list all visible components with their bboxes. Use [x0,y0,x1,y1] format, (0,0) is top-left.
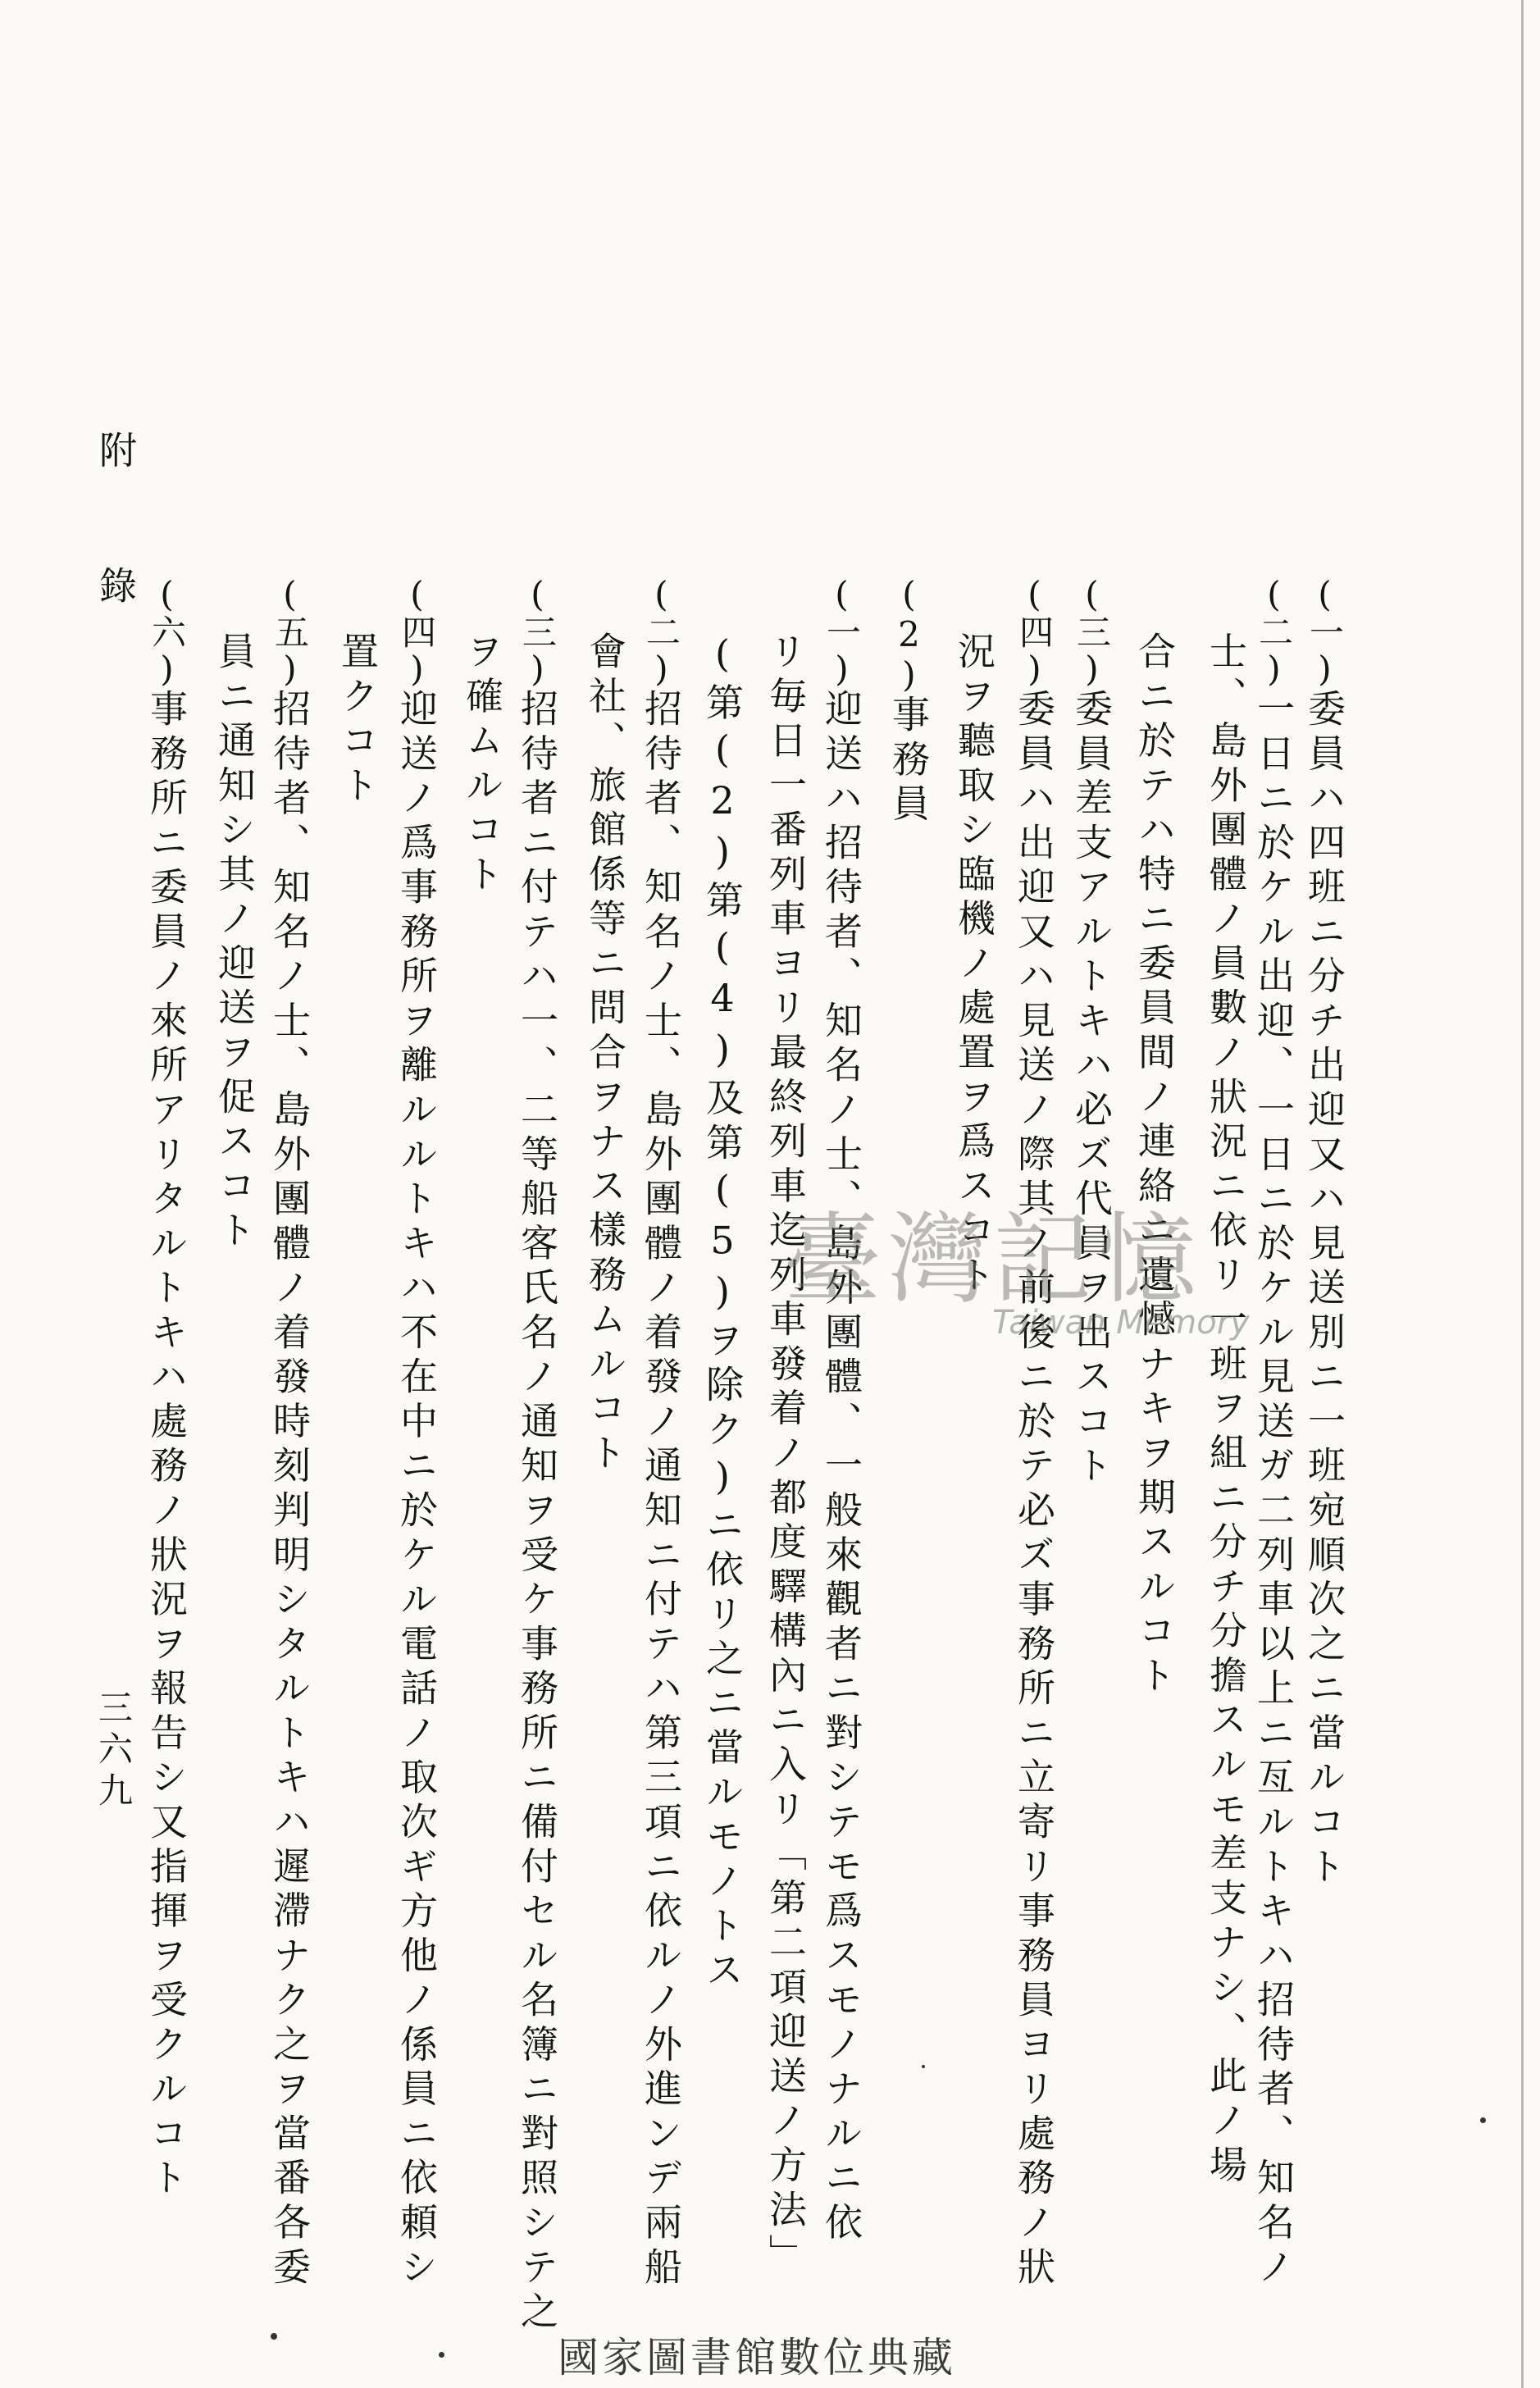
column-text: 委員ハ出迎又ハ見送ノ際其ノ前後ニ於テ必ズ事務所ニ立寄リ事務員ヨリ處務ノ狀 [1012,689,1056,2292]
text-column-1 [1302,574,1346,1891]
column-text: 士、島外團體ノ員數ノ狀況ニ依リ一班ヲ組ニ分チ分擔スルモ差支ナシ、此ノ場 [1204,631,1248,2190]
text-column-2 [1251,574,1296,2292]
column-text: 一日ニ於ケル出迎、一日ニ於ケル見送ガ二列車以上ニ亙ルトキハ招待者、知名ノ [1251,689,1296,2292]
scan-speck [922,2065,925,2068]
item-marker: (二) [641,574,681,689]
text-column-20 [144,574,189,2203]
column-text: ヲ確ムルコト [460,631,504,899]
column-text: 事務所ニ委員ノ來所アリタルトキハ處務ノ狀況ヲ報告シ又指揮ヲ受クルコト [144,689,189,2203]
item-marker: (三) [1072,574,1112,689]
text-column-6 [1012,574,1056,2292]
scan-speck [439,2352,444,2358]
column-text: 員ニ通知シ其ノ迎送ヲ促スコト [212,631,257,1255]
column-text: 招待者、知名ノ士、島外團體ノ着發ノ通知ニ付テハ第三項ニ依ルノ外進ンデ兩船 [639,689,683,2292]
column-text: 招待者、知名ノ士、島外團體ノ着發時刻判明シタルトキハ遲滯ナク之ヲ當番各委 [267,689,312,2292]
text-column-17 [335,631,380,810]
footer-source: 國家圖書館數位典藏 [558,2334,956,2381]
page-number: 三六九 [93,1689,134,1814]
text-column-11 [700,631,745,1995]
page-edge [1521,0,1524,2388]
text-column-10 [763,631,808,2279]
column-text: 委員ハ四班ニ分チ出迎又ハ見送別ニ一班宛順次之ニ當ルコト [1302,689,1346,1891]
text-column-15 [460,631,504,899]
column-text: 置クコト [335,631,380,810]
column-text: 委員差支アルトキハ必ズ代員ヲ出スコト [1069,689,1114,1491]
item-marker: (一) [1305,574,1345,689]
column-text: 招待者ニ付テハ一、二等船客氏名ノ通知ヲ受ケ事務所ニ備付セル名簿ニ對照シテ之 [515,689,559,2336]
column-text: 會社、旅館係等ニ問合ヲナス樣務ムルコト [583,631,627,1478]
item-marker: (2) [889,574,929,695]
appendix-label: 附 [93,431,138,476]
item-marker: (一) [822,574,862,689]
scan-speck [1480,2117,1486,2123]
item-marker: (三) [517,574,558,689]
text-column-4 [1132,631,1177,1700]
column-text: 事務員 [886,695,931,828]
column-text: 況ヲ聽取シ臨機ノ處置ヲ爲スコト [952,631,996,1300]
item-marker: (五) [270,574,310,689]
column-text: リ毎日一番列車ヨリ最終列車迄列車發着ノ都度驛構內ニ入リ「第二項迎送ノ方法」 [763,631,808,2279]
text-column-3 [1204,631,1248,2190]
scan-speck [271,2333,277,2340]
column-text: 迎送ノ爲事務所ヲ離ルルトキハ不在中ニ於ケル電話ノ取次ギ方他ノ係員ニ依頼シ [394,689,439,2292]
watermark-subtitle: Taiwan Memory [992,1304,1250,1342]
section-label: 錄 [93,566,138,612]
item-marker: (二) [1254,574,1294,689]
text-column-16 [394,574,439,2292]
text-column-13 [583,631,627,1478]
text-column-14 [515,574,559,2336]
watermark-title: 臺灣記憶 [783,1203,1203,1317]
item-marker: (六) [147,574,187,689]
text-column-12 [639,574,683,2292]
watermark [783,1181,1250,1378]
column-text: 合ニ於テハ特ニ委員間ノ連絡ニ遺憾ナキヲ期スルコト [1132,631,1177,1700]
item-marker: (四) [1014,574,1055,689]
item-marker: (四) [397,574,437,689]
text-column-9 [819,574,863,2247]
text-column-19 [212,631,257,1255]
text-column-8 [886,574,931,828]
text-column-18 [267,574,312,2292]
column-text: 迎送ハ招待者、知名ノ士、島外團體、一般來觀者ニ對シテモ爲スモノナルニ依 [819,689,863,2247]
column-text: (第(2)第(4)及第(5)ヲ除ク)ニ依リ之ニ當ルモノトス [700,631,745,1995]
